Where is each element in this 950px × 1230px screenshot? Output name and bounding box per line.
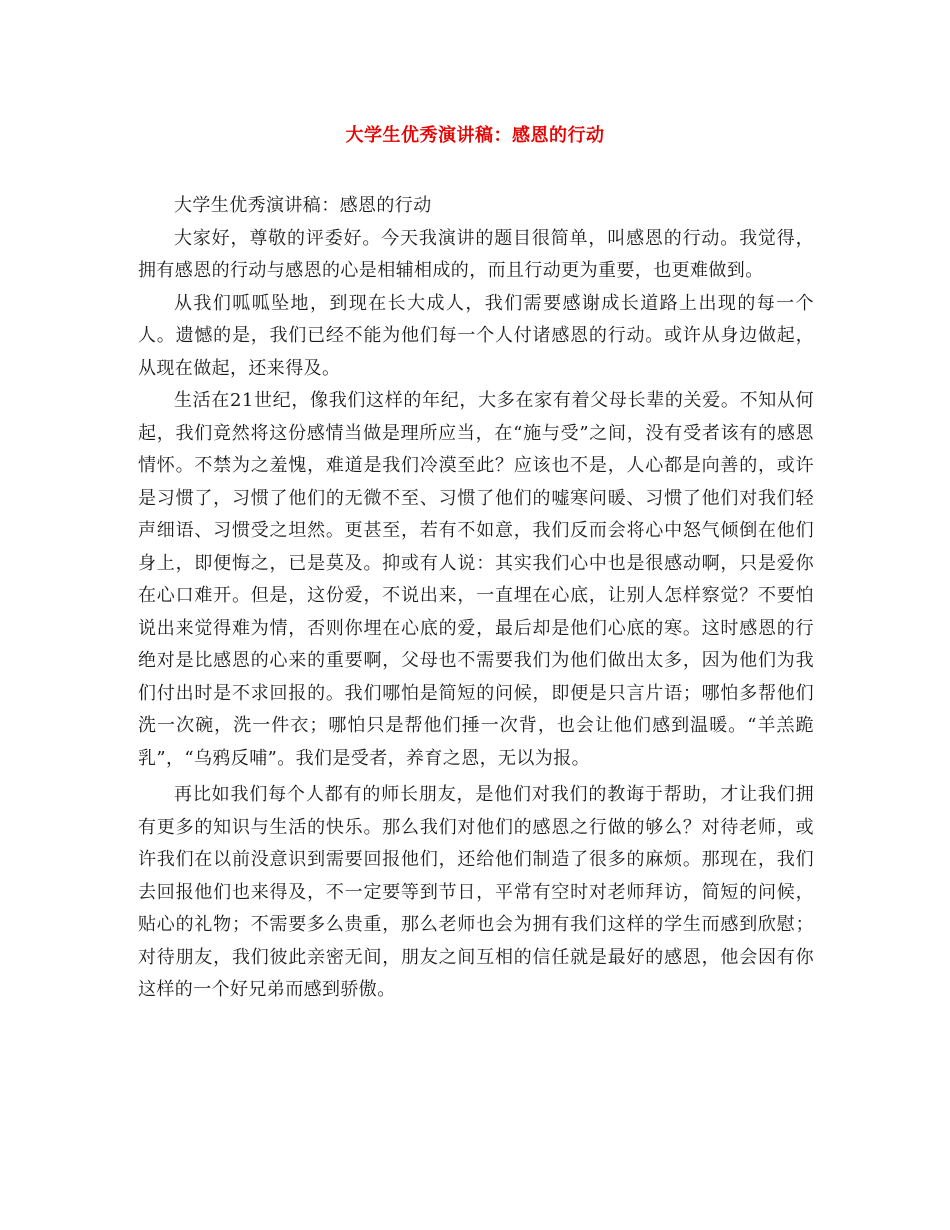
paragraph-growth: 从我们呱呱坠地，到现在长大成人，我们需要感谢成长道路上出现的每一个人。遗憾的是，我们已经不能为他们每一个人付诸感恩的行动。或许从身边做起，从现在做起，还来得及。 — [138, 292, 814, 379]
paragraph-subtitle: 大学生优秀演讲稿：感恩的行动 — [174, 195, 432, 216]
paragraph-greeting: 大家好，尊敬的评委好。今天我演讲的题目很简单，叫感恩的行动。我觉得，拥有感恩的行动与感恩的心是相辅相成的，而且行动更为重要，也更难做到。 — [138, 227, 814, 281]
document-body — [138, 190, 814, 1007]
paragraph-teachers-friends: 再比如我们每个人都有的师长朋友，是他们对我们的教诲于帮助，才让我们拥有更多的知识与生活的快乐。那么我们对他们的感恩之行做的够么？对待老师，或许我们在以前没意识到需要回报他们，还给他们制造了很多的麻烦。那现在，我们去回报他们也来得及，不一定要等到节日，平常有空时对老师拜访，简短的问候，贴心的礼物；不需要多么贵重，那么老师也会为拥有我们这样的学生而感到欣慰；对待朋友，我们彼此亲密无间，朋友之间互相的信任就是最好的感恩，他会因有你这样的一个好兄弟而感到骄傲。 — [138, 784, 814, 1000]
document-title: 大学生优秀演讲稿：感恩的行动 — [345, 125, 605, 146]
paragraph-parents: 生活在21世纪，像我们这样的年纪，大多在家有着父母长辈的关爱。不知从何起，我们竟然将这份感情当做是理所应当，在“施与受”之间，没有受者该有的感恩情怀。不禁为之羞愧，难道是我们冷漠至此？应该也不是，人心都是向善的，或许是习惯了，习惯了他们的无微不至、习惯了他们的嘘寒问暖、习惯了他们对我们轻声细语、习惯受之坦然。更甚至，若有不如意，我们反而会将心中怒气倾倒在他们身上，即便悔之，已是莫及。抑或有人说：其实我们心中也是很感动啊，只是爱你在心口难开。但是，这份爱，不说出来，一直埋在心底，让别人怎样察觉？不要怕说出来觉得难为情，否则你埋在心底的爱，最后却是他们心底的寒。这时感恩的行绝对是比感恩的心来的重要啊，父母也不需要我们为他们做出太多，因为他们为我们付出时是不求回报的。我们哪怕是简短的问候，即便是只言片语；哪怕多帮他们洗一次碗，洗一件衣；哪怕只是帮他们捶一次背，也会让他们感到温暖。“羊羔跪乳”，“乌鸦反哺”。我们是受者，养育之恩，无以为报。 — [138, 390, 814, 769]
